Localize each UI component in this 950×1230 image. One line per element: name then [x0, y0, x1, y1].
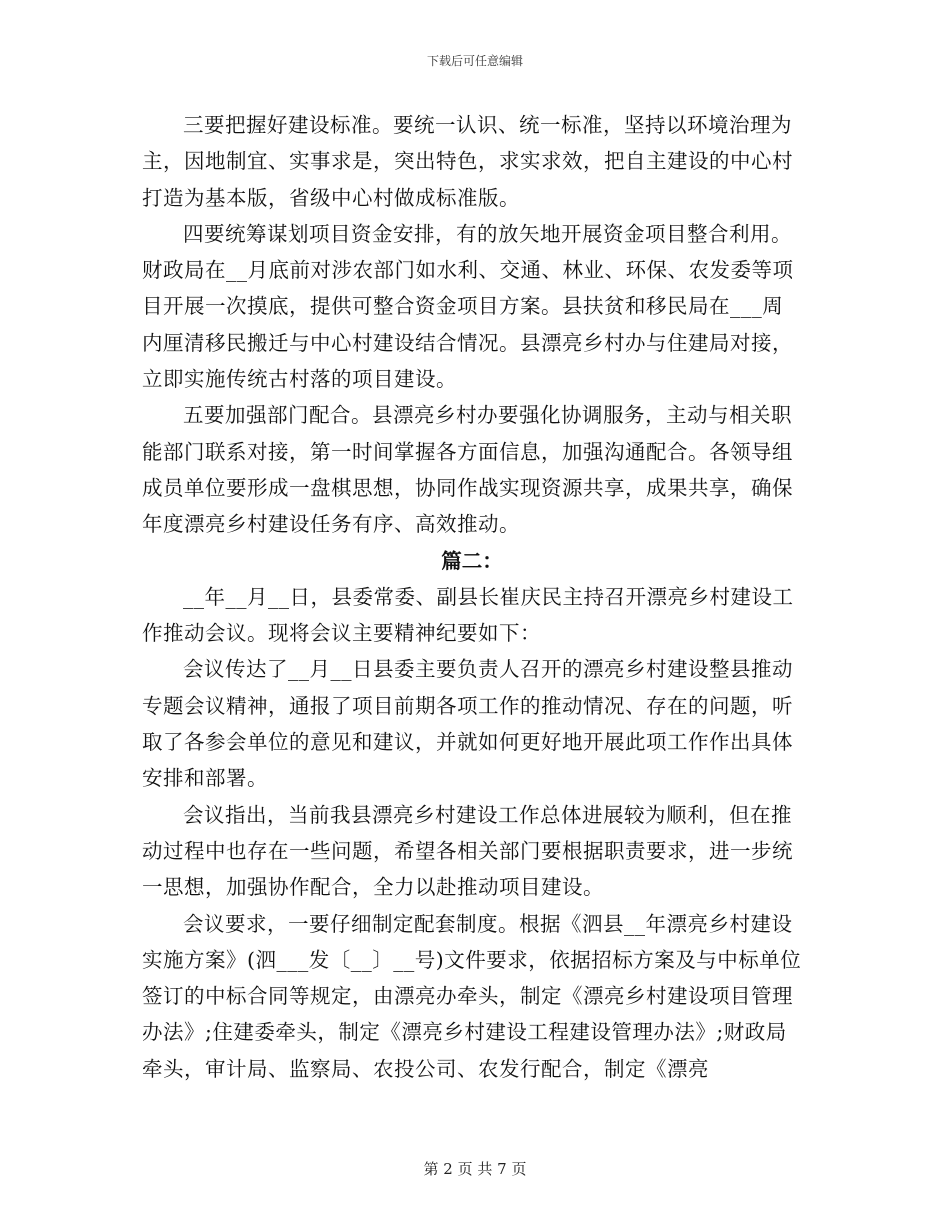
paragraph: 四要统筹谋划项目资金安排，有的放矢地开展资金项目整合利用。财政局在__月底前对涉农部门如水利、交通、林业、环保、农发委等项目开展一次摸底，提供可整合资金项目方案。县扶贫和移民局在___周内厘清移民搬迁与中心村建设结合情况。县漂亮乡村办与住建局对接，立即实施传统古村落的项目建设。 — [142, 221, 794, 392]
paragraph: 会议要求，一要仔细制定配套制度。根据《泗县__年漂亮乡村建设实施方案》(泗___发〔__〕__号)文件要求，依据招标方案及与中标单位签订的中标合同等规定，由漂亮办牵头，制定《漂亮乡村建设项目管理办法》;住建委牵头，制定《漂亮乡村建设工程建设管理办法》;财政局牵头，审计局、监察局、农投公司、农发行配合，制定《漂亮 — [142, 911, 802, 1081]
page-header-note: 下载后可任意编辑 — [426, 54, 523, 68]
page-footer-number: 第 2 页 共 7 页 — [423, 1160, 527, 1178]
paragraph: 会议传达了__月__日县委主要负责人召开的漂亮乡村建设整县推动专题会议精神，通报了项目前期各项工作的推动情况、存在的问题，听取了各参会单位的意见和建议，并就如何更好地开展此项工作作出具体安排和部署。 — [142, 657, 793, 791]
section-heading: 篇二： — [441, 548, 503, 573]
paragraph: 会议指出，当前我县漂亮乡村建设工作总体进展较为顺利，但在推动过程中也存在一些问题，希望各相关部门要根据职责要求，进一步统一思想，加强协作配合，全力以赴推动项目建设。 — [142, 802, 793, 900]
document-body — [142, 107, 802, 1087]
paragraph: __年__月__日，县委常委、副县长崔庆民主持召开漂亮乡村建设工作推动会议。现将会议主要精神纪要如下： — [142, 584, 794, 646]
paragraph: 五要加强部门配合。县漂亮乡村办要强化协调服务，主动与相关职能部门联系对接，第一时间掌握各方面信息，加强沟通配合。各领导组成员单位要形成一盘棋思想，协同作战实现资源共享，成果共享，确保年度漂亮乡村建设任务有序、高效推动。 — [142, 403, 793, 537]
paragraph: 三要把握好建设标准。要统一认识、统一标准，坚持以环境治理为主，因地制宜、实事求是，突出特色，求实求效，把自主建设的中心村打造为基本版，省级中心村做成标准版。 — [142, 113, 793, 210]
